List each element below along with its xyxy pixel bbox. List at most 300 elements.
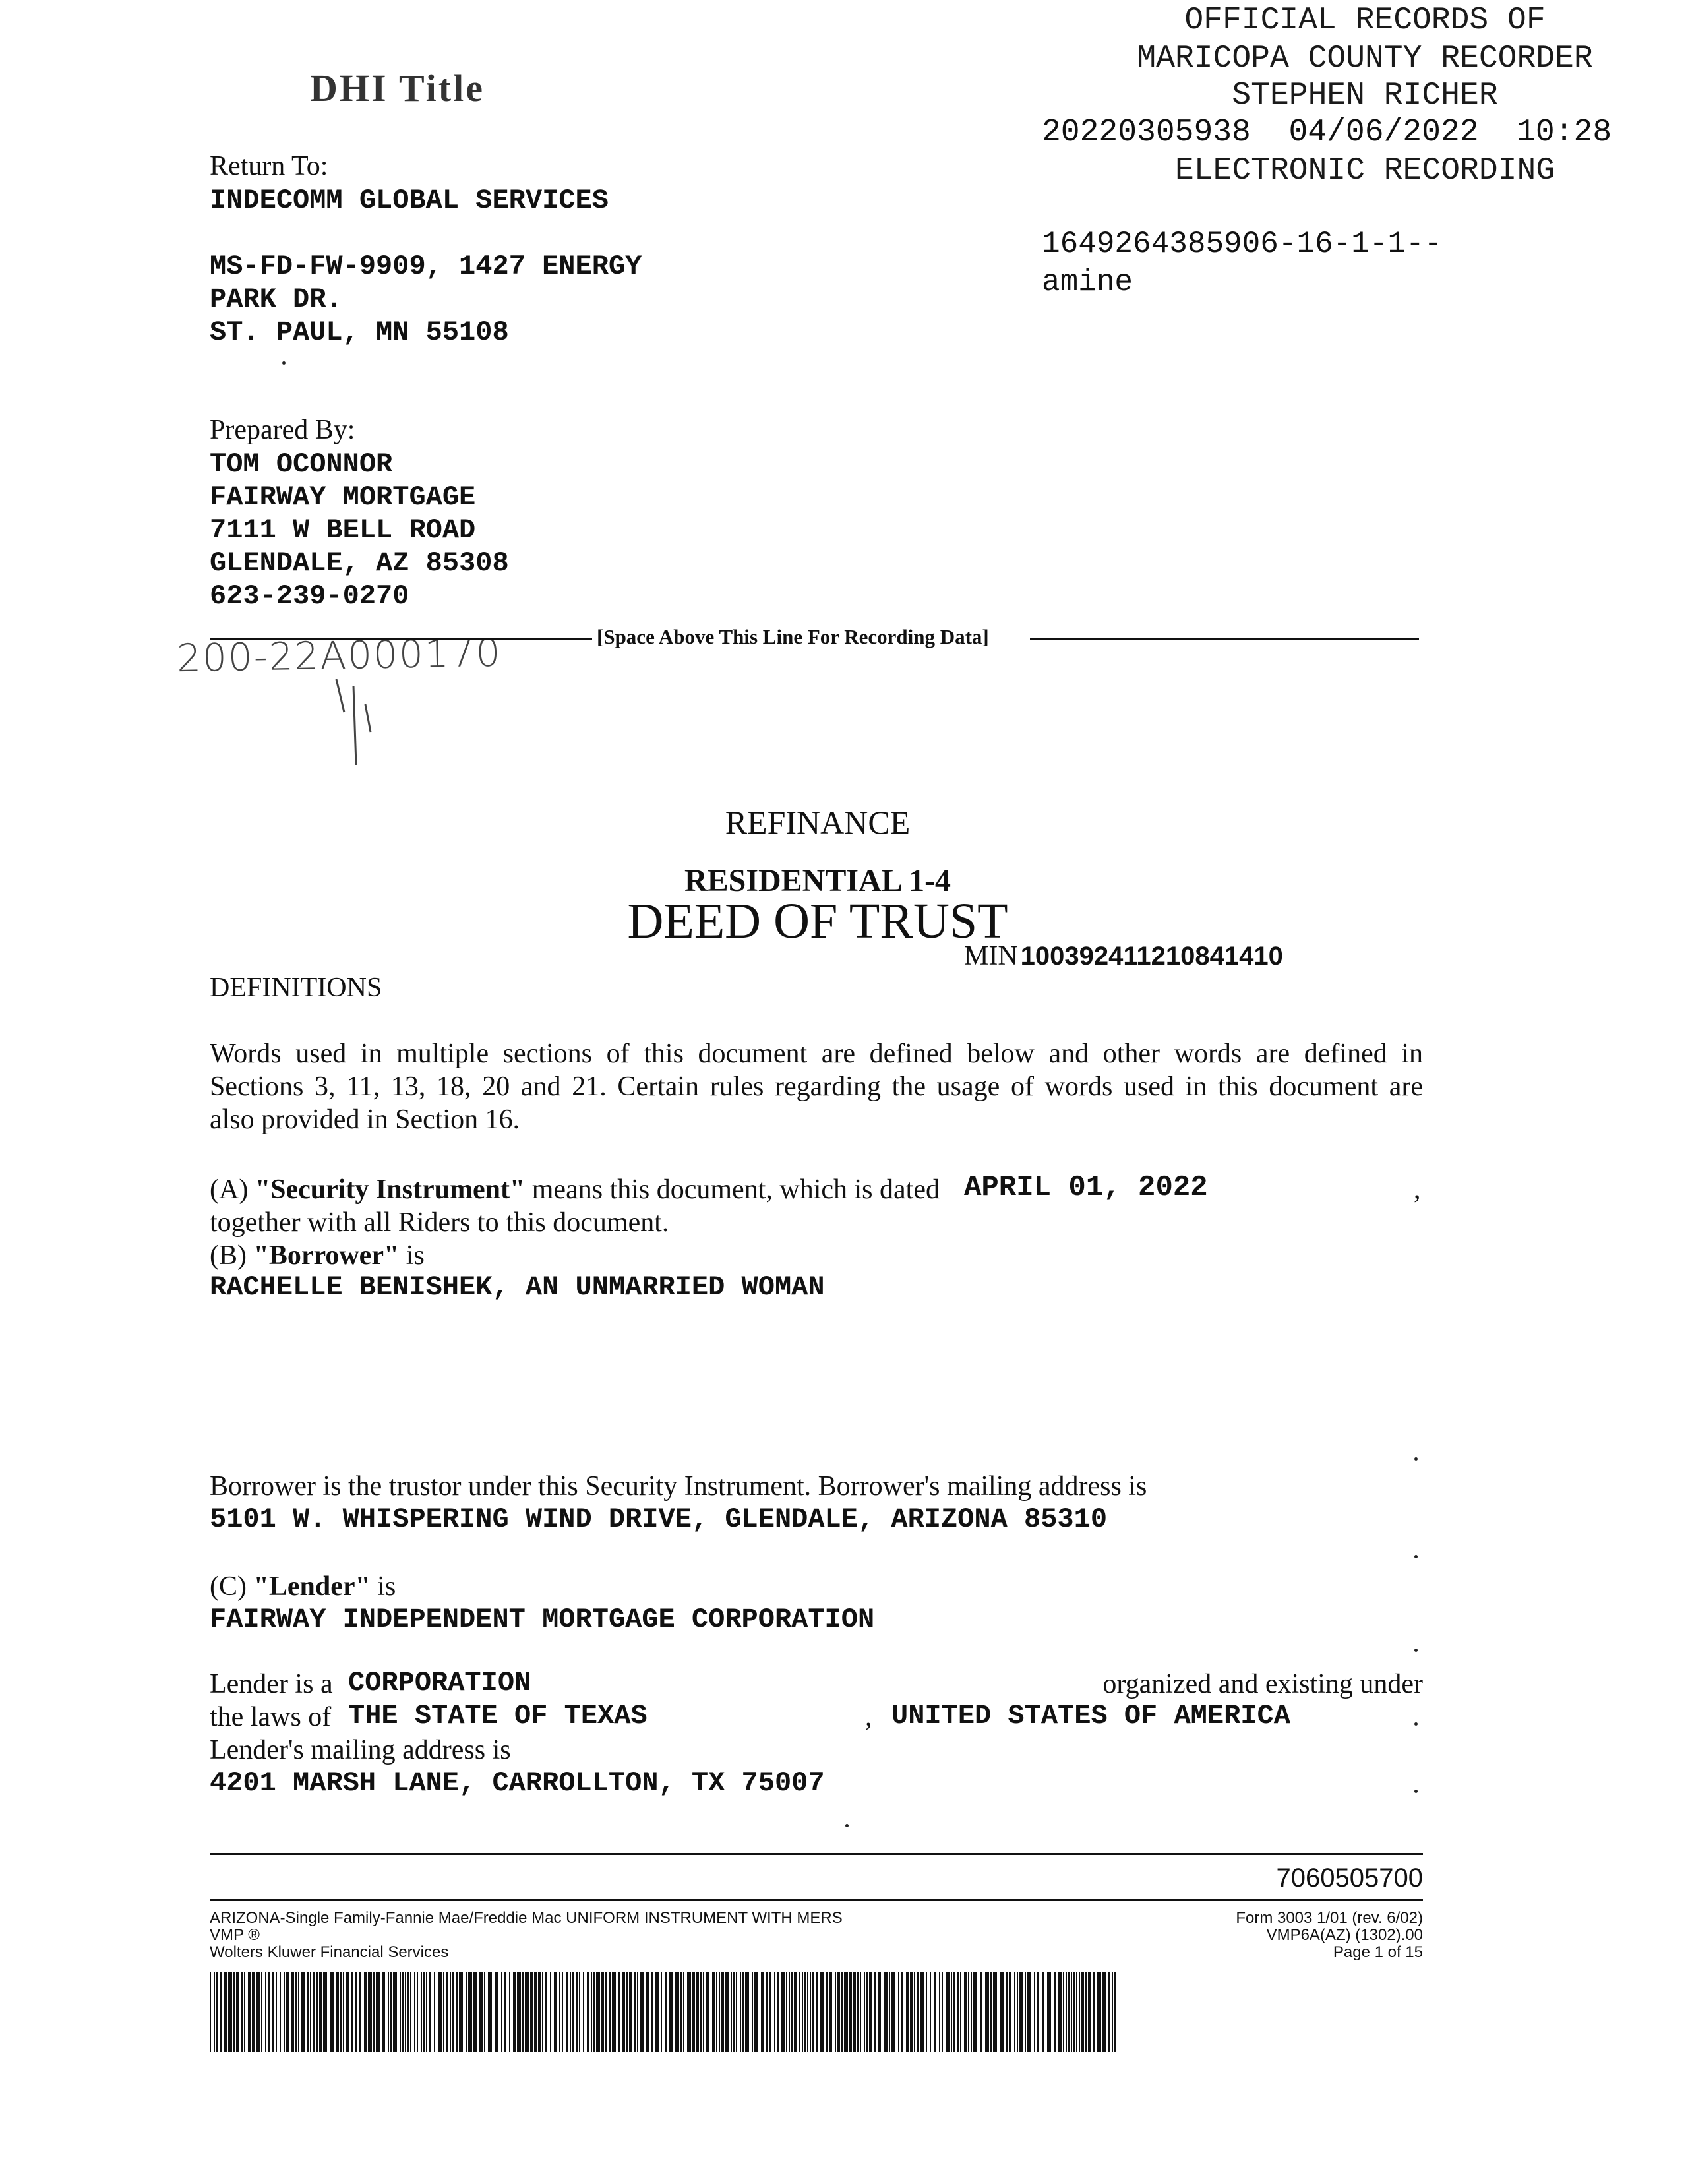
barcode-bar (473, 1972, 477, 2052)
recording-ref-1: 1649264385906-16-1-1-- (1042, 227, 1443, 261)
barcode-bar (301, 1972, 305, 2052)
prepared-by-line-1: TOM OCONNOR (210, 448, 393, 480)
barcode-bar (1054, 1972, 1056, 2052)
barcode-bar (228, 1972, 232, 2052)
barcode-bar (646, 1972, 649, 2052)
prepared-by-line-2: FAIRWAY MORTGAGE (210, 481, 476, 513)
barcode-bar (214, 1972, 215, 2052)
barcode-bar (479, 1972, 483, 2052)
barcode-bar (971, 1972, 972, 2052)
barcode-bar (721, 1972, 724, 2052)
barcode-bar (252, 1972, 255, 2052)
barcode-bar (634, 1972, 636, 2052)
barcode-bar (777, 1972, 779, 2052)
space-line-right (1030, 638, 1419, 640)
barcode-bar (665, 1972, 667, 2052)
barcode-bar (612, 1972, 616, 2052)
definition-b-term: "Borrower" (253, 1240, 400, 1271)
barcode-bar (241, 1972, 243, 2052)
barcode-bar (980, 1972, 982, 2052)
barcode-bar (1081, 1972, 1084, 2052)
organized-existing-text: organized and existing under (1102, 1669, 1423, 1699)
barcode-bar (930, 1972, 931, 2052)
prepared-by-line-4: GLENDALE, AZ 85308 (210, 547, 509, 579)
barcode-bar (973, 1972, 977, 2052)
barcode-bar (766, 1972, 768, 2052)
barcode-bar (889, 1972, 890, 2052)
barcode-bar (484, 1972, 485, 2052)
barcode-bar (373, 1972, 375, 2052)
barcode-bar (319, 1972, 322, 2052)
barcode-bar (990, 1972, 992, 2052)
barcode-bar (761, 1972, 764, 2052)
barcode-bar (1047, 1972, 1051, 2052)
barcode-bar (530, 1972, 533, 2052)
barcode-bar (276, 1972, 277, 2052)
barcode-bar (210, 1972, 211, 2052)
barcode-bar (781, 1972, 785, 2052)
lender-is-a-label: Lender is a (210, 1669, 333, 1699)
barcode-bar (968, 1972, 969, 2052)
barcode-bar (421, 1972, 422, 2052)
barcode-bar (256, 1972, 260, 2052)
definition-c-label: (C) (210, 1571, 254, 1602)
barcode-bar (826, 1972, 828, 2052)
barcode-bar (1058, 1972, 1062, 2052)
barcode-bar (351, 1972, 353, 2052)
barcode-bar (1088, 1972, 1091, 2052)
barcode-bar (596, 1972, 600, 2052)
borrower-name: RACHELLE BENISHEK, AN UNMARRIED WOMAN (210, 1271, 825, 1303)
barcode-bar (423, 1972, 425, 2052)
barcode-bar (554, 1972, 557, 2052)
lender-entity-type: CORPORATION (348, 1667, 531, 1699)
barcode-bar (272, 1972, 274, 2052)
barcode-bar (696, 1972, 699, 2052)
barcode (210, 1972, 1120, 2052)
barcode-bar (224, 1972, 227, 2052)
barcode-bar (456, 1972, 458, 2052)
barcode-bar (298, 1972, 299, 2052)
barcode-bar (426, 1972, 427, 2052)
barcode-bar (355, 1972, 357, 2052)
barcode-bar (866, 1972, 868, 2052)
barcode-bar (268, 1972, 270, 2052)
refinance-heading: REFINANCE (725, 804, 911, 841)
barcode-bar (1066, 1972, 1067, 2052)
barcode-bar (712, 1972, 715, 2052)
barcode-bar (1102, 1972, 1106, 2052)
barcode-bar (692, 1972, 695, 2052)
barcode-bar (920, 1972, 924, 2052)
return-to-line-1: INDECOMM GLOBAL SERVICES (210, 185, 609, 216)
barcode-bar (534, 1972, 537, 2052)
barcode-bar (513, 1972, 516, 2052)
barcode-bar (583, 1972, 584, 2052)
recording-date: 04/06/2022 (1288, 115, 1479, 150)
barcode-bar (522, 1972, 524, 2052)
barcode-bar (443, 1972, 444, 2052)
barcode-bar (1112, 1972, 1113, 2052)
barcode-bar (542, 1972, 543, 2052)
barcode-bar (683, 1972, 684, 2052)
recording-time: 10:28 (1517, 115, 1612, 150)
footer-vmp: VMP ® (210, 1926, 260, 1944)
barcode-bar (233, 1972, 235, 2052)
barcode-bar (359, 1972, 361, 2052)
barcode-bar (307, 1972, 309, 2052)
barcode-bar (261, 1972, 262, 2052)
barcode-bar (957, 1972, 959, 2052)
barcode-bar (466, 1972, 467, 2052)
barcode-bar (794, 1972, 797, 2052)
barcode-bar (874, 1972, 876, 2052)
recording-line-1: OFFICIAL RECORDS OF (1184, 3, 1546, 38)
barcode-bar (791, 1972, 793, 2052)
barcode-bar (402, 1972, 404, 2052)
barcode-bar (960, 1972, 961, 2052)
barcode-bar (316, 1972, 318, 2052)
barcode-bar (1042, 1972, 1044, 2052)
barcode-bar (501, 1972, 502, 2052)
barcode-bar (745, 1972, 749, 2052)
min-value: 100392411210841410 (1020, 942, 1283, 971)
barcode-bar (559, 1972, 560, 2052)
lender-state: THE STATE OF TEXAS (348, 1700, 648, 1732)
barcode-bar (810, 1972, 811, 2052)
barcode-bar (284, 1972, 285, 2052)
barcode-bar (841, 1972, 843, 2052)
footer-rule-2 (210, 1899, 1423, 1901)
barcode-bar (459, 1972, 463, 2052)
barcode-bar (509, 1972, 510, 2052)
security-instrument-date: APRIL 01, 2022 (964, 1171, 1208, 1204)
barcode-bar (216, 1972, 218, 2052)
barcode-bar (265, 1972, 266, 2052)
footer-page-number: Page 1 of 15 (1333, 1943, 1423, 1961)
barcode-bar (438, 1972, 442, 2052)
barcode-bar (1076, 1972, 1077, 2052)
barcode-bar (609, 1972, 611, 2052)
barcode-bar (605, 1972, 607, 2052)
punctuation-dot (1414, 1790, 1418, 1793)
barcode-bar (700, 1972, 702, 2052)
barcode-bar (926, 1972, 927, 2052)
barcode-bar (655, 1972, 659, 2052)
barcode-bar (291, 1972, 294, 2052)
barcode-bar (640, 1972, 644, 2052)
barcode-bar (236, 1972, 239, 2052)
definition-c-term: "Lender" (253, 1571, 371, 1602)
barcode-bar (550, 1972, 551, 2052)
definition-c (210, 1571, 396, 1602)
barcode-bar (719, 1972, 720, 2052)
barcode-bar (1017, 1972, 1018, 2052)
barcode-bar (393, 1972, 397, 2052)
barcode-bar (774, 1972, 775, 2052)
barcode-bar (1073, 1972, 1075, 2052)
barcode-bar (220, 1972, 222, 2052)
barcode-bar (579, 1972, 580, 2052)
barcode-bar (1034, 1972, 1035, 2052)
space-line-left (210, 638, 592, 640)
definitions-intro-3: also provided in Section 16. (210, 1105, 520, 1135)
barcode-bar (1063, 1972, 1064, 2052)
barcode-bar (244, 1972, 245, 2052)
handwritten-marks (330, 673, 382, 778)
stray-mark (282, 361, 286, 365)
barcode-bar (286, 1972, 289, 2052)
definition-a (210, 1174, 940, 1205)
barcode-bar (364, 1972, 367, 2052)
lender-country: UNITED STATES OF AMERICA (891, 1700, 1290, 1732)
laws-of-label: the laws of (210, 1702, 332, 1732)
barcode-bar (680, 1972, 682, 2052)
barcode-bar (731, 1972, 732, 2052)
definition-b-label: (B) (210, 1240, 254, 1271)
barcode-bar (703, 1972, 704, 2052)
barcode-bar (1027, 1972, 1031, 2052)
barcode-bar (572, 1972, 574, 2052)
min-line (964, 940, 1283, 972)
barcode-bar (914, 1972, 915, 2052)
barcode-bar (829, 1972, 832, 2052)
barcode-bar (1025, 1972, 1026, 2052)
barcode-bar (400, 1972, 401, 2052)
barcode-bar (1079, 1972, 1080, 2052)
barcode-bar (576, 1972, 578, 2052)
barcode-bar (410, 1972, 411, 2052)
recording-line-5: ELECTRONIC RECORDING (1174, 153, 1555, 189)
barcode-bar (1108, 1972, 1110, 2052)
definition-a-term: "Security Instrument" (255, 1174, 526, 1205)
punctuation-dot (1414, 1457, 1418, 1461)
barcode-bar (488, 1972, 492, 2052)
barcode-bar (964, 1972, 967, 2052)
barcode-bar (878, 1972, 881, 2052)
barcode-bar (1114, 1972, 1116, 2052)
barcode-bar (382, 1972, 385, 2052)
barcode-bar (884, 1972, 888, 2052)
barcode-bar (626, 1972, 628, 2052)
barcode-bar (570, 1972, 571, 2052)
definitions-intro-2: Sections 3, 11, 13, 18, 20 and 21. Certain rules regarding the usage of words used in this document are (210, 1072, 1423, 1102)
barcode-bar (468, 1972, 472, 2052)
barcode-bar (769, 1972, 771, 2052)
residential-heading: RESIDENTIAL 1-4 (684, 863, 951, 898)
definition-a-comma: , (1414, 1174, 1421, 1205)
barcode-bar (434, 1972, 435, 2052)
recording-doc-number: 20220305938 (1042, 115, 1251, 150)
barcode-bar (891, 1972, 895, 2052)
return-to-line-2: MS-FD-FW-9909, 1427 ENERGY (210, 251, 642, 282)
barcode-bar (388, 1972, 389, 2052)
handwritten-note: 200-22A000170 (176, 630, 502, 681)
barcode-bar (661, 1972, 662, 2052)
barcode-bar (953, 1972, 955, 2052)
barcode-bar (706, 1972, 709, 2052)
barcode-bar (869, 1972, 872, 2052)
recording-line-4 (1042, 113, 1612, 152)
definition-a-label: (A) (210, 1174, 255, 1205)
barcode-bar (799, 1972, 800, 2052)
barcode-bar (323, 1972, 327, 2052)
barcode-bar (812, 1972, 814, 2052)
barcode-bar (985, 1972, 989, 2052)
footer-rule (210, 1853, 1423, 1855)
barcode-bar (1037, 1972, 1039, 2052)
barcode-bar (368, 1972, 372, 2052)
barcode-bar (414, 1972, 415, 2052)
barcode-bar (736, 1972, 737, 2052)
barcode-bar (934, 1972, 936, 2052)
barcode-bar (562, 1972, 563, 2052)
barcode-bar (429, 1972, 431, 2052)
barcode-bar (733, 1972, 735, 2052)
barcode-bar (917, 1972, 919, 2052)
barcode-bar (942, 1972, 943, 2052)
barcode-bar (601, 1972, 604, 2052)
barcode-bar (901, 1972, 903, 2052)
barcode-bar (330, 1972, 334, 2052)
definition-a-text-2: together with all Riders to this document. (210, 1207, 669, 1238)
barcode-bar (993, 1972, 997, 2052)
borrower-mailing-address: 5101 W. WHISPERING WIND DRIVE, GLENDALE, ARIZONA 85310 (210, 1503, 1108, 1535)
barcode-bar (343, 1972, 344, 2052)
barcode-bar (310, 1972, 311, 2052)
barcode-bar (860, 1972, 861, 2052)
prepared-by-line-5: 623-239-0270 (210, 580, 409, 612)
barcode-bar (857, 1972, 859, 2052)
barcode-bar (669, 1972, 673, 2052)
lender-name: FAIRWAY INDEPENDENT MORTGAGE CORPORATION (210, 1604, 875, 1635)
barcode-bar (629, 1972, 632, 2052)
lender-mailing-label: Lender's mailing address is (210, 1735, 511, 1765)
barcode-bar (593, 1972, 595, 2052)
barcode-bar (651, 1972, 653, 2052)
barcode-bar (587, 1972, 589, 2052)
footer-publisher: Wolters Kluwer Financial Services (210, 1943, 449, 1961)
deed-of-trust-title: DEED OF TRUST (627, 894, 1008, 949)
barcode-bar (1000, 1972, 1004, 2052)
barcode-bar (816, 1972, 818, 2052)
barcode-bar (864, 1972, 865, 2052)
barcode-bar (716, 1972, 717, 2052)
loan-number: 7060505700 (1276, 1864, 1423, 1893)
barcode-bar (742, 1972, 744, 2052)
barcode-bar (906, 1972, 909, 2052)
borrower-trustor-text: Borrower is the trustor under this Security Instrument. Borrower's mailing address is (210, 1471, 1147, 1502)
barcode-bar (618, 1972, 620, 2052)
definitions-heading: DEFINITIONS (210, 973, 382, 1003)
barcode-bar (910, 1972, 913, 2052)
lender-mailing-address: 4201 MARSH LANE, CARROLLTON, TX 75007 (210, 1767, 825, 1799)
barcode-bar (740, 1972, 741, 2052)
barcode-bar (820, 1972, 824, 2052)
barcode-bar (525, 1972, 529, 2052)
barcode-bar (452, 1972, 454, 2052)
barcode-bar (566, 1972, 568, 2052)
barcode-bar (1014, 1972, 1015, 2052)
barcode-bar (946, 1972, 950, 2052)
barcode-bar (407, 1972, 409, 2052)
barcode-bar (248, 1972, 251, 2052)
footer-form-number: Form 3003 1/01 (rev. 6/02) (1236, 1909, 1423, 1927)
barcode-bar (675, 1972, 679, 2052)
barcode-bar (1068, 1972, 1070, 2052)
barcode-bar (1009, 1972, 1011, 2052)
min-label: MIN (964, 941, 1018, 971)
footer-vmp-code: VMP6A(AZ) (1302).00 (1266, 1926, 1423, 1944)
barcode-bar (1071, 1972, 1072, 2052)
barcode-bar (417, 1972, 418, 2052)
barcode-bar (1019, 1972, 1023, 2052)
barcode-bar (786, 1972, 787, 2052)
barcode-bar (538, 1972, 541, 2052)
barcode-bar (804, 1972, 806, 2052)
prepared-by-line-3: 7111 W BELL ROAD (210, 514, 476, 546)
barcode-bar (504, 1972, 506, 2052)
barcode-bar (754, 1972, 758, 2052)
definition-b (210, 1240, 425, 1271)
barcode-bar (853, 1972, 856, 2052)
barcode-bar (313, 1972, 315, 2052)
punctuation-dot (1414, 1722, 1418, 1726)
barcode-bar (446, 1972, 448, 2052)
barcode-bar (637, 1972, 638, 2052)
barcode-bar (835, 1972, 836, 2052)
barcode-bar (898, 1972, 899, 2052)
barcode-bar (837, 1972, 840, 2052)
barcode-bar (495, 1972, 498, 2052)
footer-form-title: ARIZONA-Single Family-Fannie Mae/Freddie Mac UNIFORM INSTRUMENT WITH MERS (210, 1909, 843, 1927)
barcode-bar (336, 1972, 339, 2052)
return-to-label: Return To: (210, 151, 328, 181)
barcode-bar (280, 1972, 281, 2052)
space-above-line-text: [Space Above This Line For Recording Data] (597, 625, 989, 648)
barcode-bar (1097, 1972, 1101, 2052)
recording-line-3: STEPHEN RICHER (1232, 78, 1498, 113)
barcode-bar (376, 1972, 380, 2052)
barcode-bar (346, 1972, 349, 2052)
barcode-bar (390, 1972, 392, 2052)
barcode-bar (450, 1972, 451, 2052)
barcode-bar (405, 1972, 406, 2052)
definition-c-text: is (370, 1571, 396, 1602)
barcode-bar (687, 1972, 691, 2052)
barcode-bar (1006, 1972, 1008, 2052)
barcode-bar (844, 1972, 848, 2052)
prepared-by-label: Prepared By: (210, 415, 355, 445)
barcode-bar (545, 1972, 547, 2052)
barcode-bar (517, 1972, 521, 2052)
dhi-title-stamp: DHI Title (310, 67, 485, 109)
barcode-bar (1085, 1972, 1087, 2052)
definitions-intro-1: Words used in multiple sections of this document are defined below and other words are defined in (210, 1039, 1423, 1069)
recording-ref-2: amine (1042, 265, 1133, 299)
definition-a-text: means this document, which is dated (525, 1174, 940, 1205)
barcode-bar (939, 1972, 940, 2052)
return-to-line-3: PARK DR. (210, 284, 343, 315)
barcode-bar (725, 1972, 729, 2052)
recording-line-2: MARICOPA COUNTY RECORDER (1137, 41, 1593, 76)
barcode-bar (849, 1972, 852, 2052)
barcode-bar (951, 1972, 952, 2052)
barcode-bar (295, 1972, 297, 2052)
barcode-bar (1093, 1972, 1095, 2052)
barcode-bar (752, 1972, 753, 2052)
barcode-bar (340, 1972, 342, 2052)
